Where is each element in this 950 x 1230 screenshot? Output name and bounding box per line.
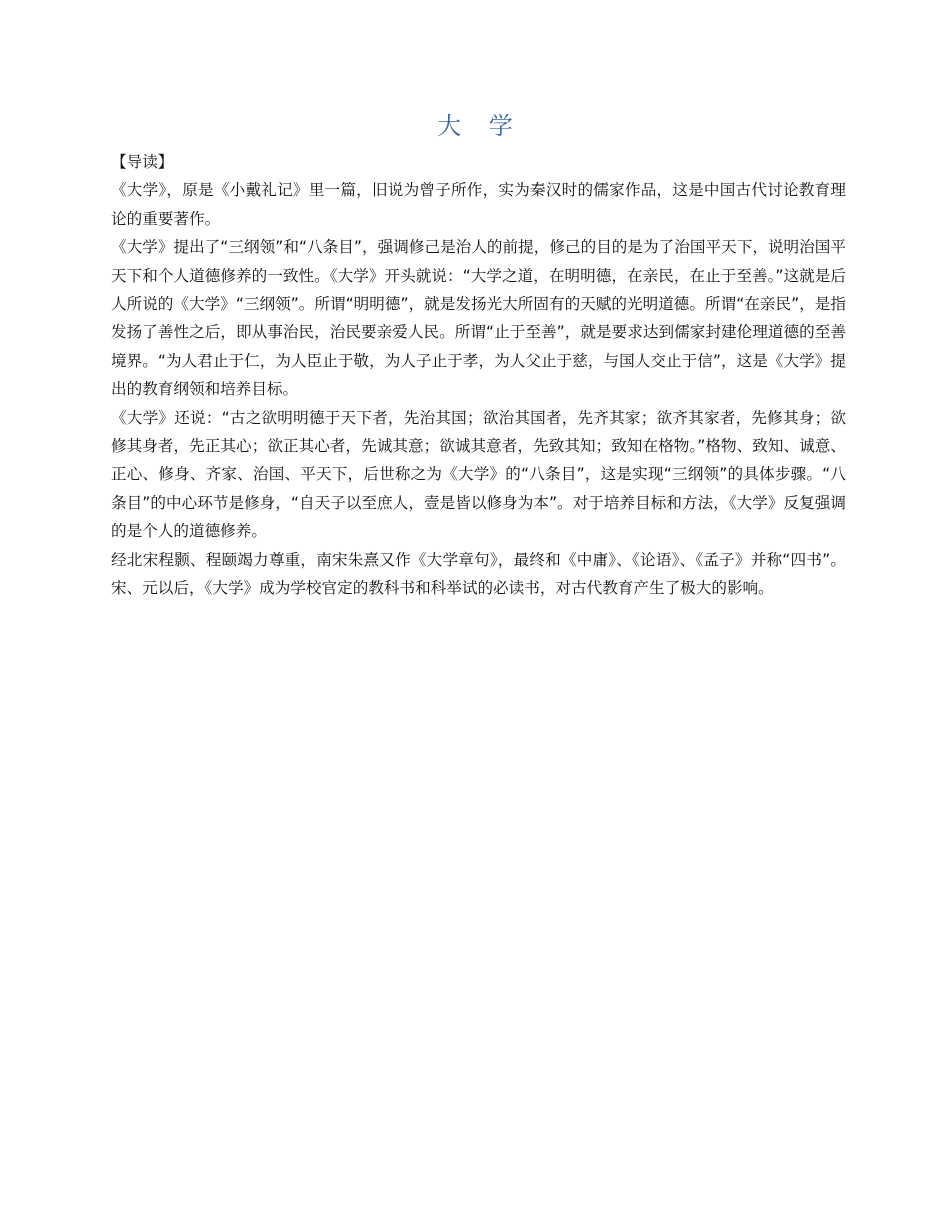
paragraph-2: 《大学》提出了“三纲领”和“八条目”，强调修己是治人的前提，修己的目的是为了治国平天下，说明治国平天下和个人道德修养的一致性。《大学》开头就说：“大学之道，在明明德，在亲民，在止于至善。”这就是后人所说的《大学》“三纲领”。所谓“明明德”，就是发扬光大所固有的天赋的光明道德。所谓“在亲民”，是指发扬了善性之后，即从事治民，治民要亲爱人民。所谓“止于至善”，就是要求达到儒家封建伦理道德的至善境界。“为人君止于仁，为人臣止于敬，为人子止于孝，为人父止于慈，与国人交止于信”，这是《大学》提出的教育纲领和培养目标。 xyxy=(111,238,846,399)
paragraph-4: 经北宋程颢、程颐竭力尊重，南宋朱熹又作《大学章句》，最终和《中庸》、《论语》、《孟子》并称“四书”。宋、元以后，《大学》成为学校官定的教科书和科举试的必读书，对古代教育产生了极大的影响。 xyxy=(111,550,846,598)
lead-heading: 【导读】 xyxy=(111,153,174,171)
document-body xyxy=(111,148,846,603)
paragraph-3: 《大学》还说：“古之欲明明德于天下者，先治其国；欲治其国者，先齐其家；欲齐其家者，先修其身；欲修其身者，先正其心；欲正其心者，先诚其意；欲诚其意者，先致其知；致知在格物。”格物、致知、诚意、正心、修身、齐家、治国、平天下，后世称之为《大学》的“八条目”，这是实现“三纲领”的具体步骤。“八条目”的中心环节是修身，“自天子以至庶人，壹是皆以修身为本”。对于培养目标和方法，《大学》反复强调的是个人的道德修养。 xyxy=(111,408,846,541)
page-title: 大 学 xyxy=(437,112,523,140)
paragraph-1: 《大学》，原是《小戴礼记》里一篇，旧说为曾子所作，实为秦汉时的儒家作品，这是中国古代讨论教育理论的重要著作。 xyxy=(111,181,846,228)
